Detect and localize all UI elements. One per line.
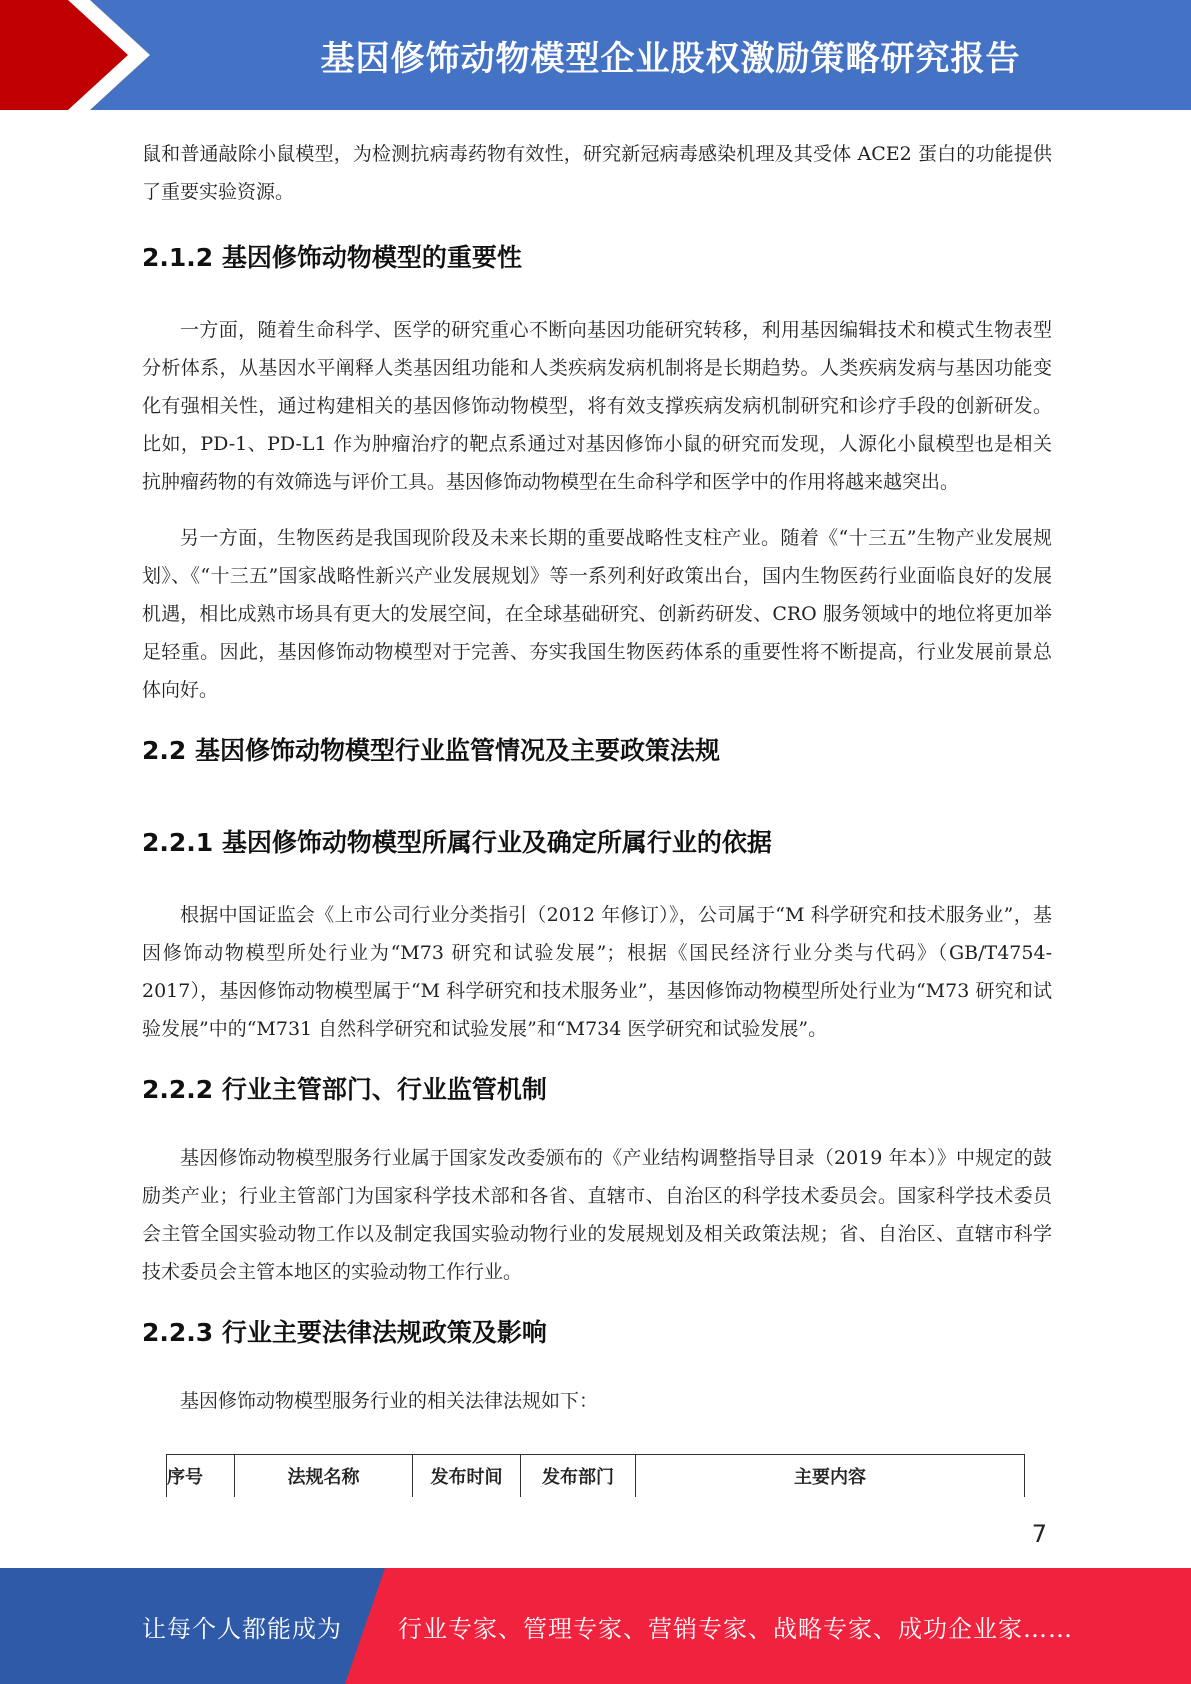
heading-2-1-2: 2.1.2 基因修饰动物模型的重要性 — [142, 243, 522, 272]
heading-2-2-1: 2.2.1 基因修饰动物模型所属行业及确定所属行业的依据 — [142, 828, 772, 857]
paragraph-regulation: 基因修饰动物模型服务行业属于国家发改委颁布的《产业结构调整指导目录（2019 年本）》中规定的鼓励类产业；行业主管部门为国家科学技术部和各省、直辖市、自治区的科学技术委员会。国家科学技术委员会主管全国实验动物工作以及制定我国实验动物行业的发展规划及相关政策法规；省、自治区、直辖市科学技术委员会主管本地区的实验动物工作行业。 — [142, 1147, 1052, 1283]
report-title: 基因修饰动物模型企业股权激励策略研究报告 — [320, 38, 1021, 79]
laws-table — [166, 1454, 1025, 1497]
heading-2-2: 2.2 基因修饰动物模型行业监管情况及主要政策法规 — [142, 736, 720, 765]
heading-2-2-2: 2.2.2 行业主管部门、行业监管机制 — [142, 1075, 547, 1104]
column-header-content: 主要内容 — [636, 1455, 1025, 1498]
paragraph-importance-2: 另一方面，生物医药是我国现阶段及未来长期的重要战略性支柱产业。随着《“十三五”生物产业发展规划》、《“十三五”国家战略性新兴产业发展规划》等一系列利好政策出台，国内生物医药行业面临良好的发展机遇，相比成熟市场具有更大的发展空间，在全球基础研究、创新药研发、CRO 服务领域中的地位将更加举足轻重。因此，基因修饰动物模型对于完善、夯实我国生物医药体系的重要性将不断提高，行业发展前景总体向好。 — [142, 527, 1052, 701]
paragraph-industry-classification: 根据中国证监会《上市公司行业分类指引（2012 年修订）》，公司属于“M 科学研究和技术服务业”，基因修饰动物模型所处行业为“M73 研究和试验发展”；根据《国民经济行业分类与代码》（GB/T4754-2017），基因修饰动物模型属于“M 科学研究和技术服务业”，基因修饰动物模型所处行业为“M73 研究和试验发展”中的“M731 自然科学研究和试验发展”和“M734 医学研究和试验发展”。 — [142, 904, 1052, 1040]
heading-2-2-3: 2.2.3 行业主要法律法规政策及影响 — [142, 1318, 547, 1347]
paragraph-importance-1: 一方面，随着生命科学、医学的研究重心不断向基因功能研究转移，利用基因编辑技术和模式生物表型分析体系，从基因水平阐释人类基因组功能和人类疾病发病机制将是长期趋势。人类疾病发病与基因功能变化有强相关性，通过构建相关的基因修饰动物模型，将有效支撑疾病发病机制研究和诊疗手段的创新研发。比如，PD-1、PD-L1 作为肿瘤治疗的靶点系通过对基因修饰小鼠的研究而发现，人源化小鼠模型也是相关抗肿瘤药物的有效筛选与评价工具。基因修饰动物模型在生命科学和医学中的作用将越来越突出。 — [142, 319, 1052, 493]
column-header-department: 发布部门 — [521, 1455, 636, 1498]
paragraph-continued: 鼠和普通敲除小鼠模型，为检测抗病毒药物有效性，研究新冠病毒感染机理及其受体 ACE2 蛋白的功能提供了重要实验资源。 — [142, 143, 1052, 203]
page-footer — [0, 1568, 1191, 1684]
column-header-law-name: 法规名称 — [235, 1455, 413, 1498]
table-header-row — [167, 1455, 1025, 1498]
paragraph-laws-intro: 基因修饰动物模型服务行业的相关法律法规如下： — [180, 1390, 599, 1412]
page-number: 7 — [1031, 1520, 1047, 1548]
page-content — [142, 135, 1052, 1420]
footer-slogan-right: 行业专家、管理专家、营销专家、战略专家、成功企业家…… — [398, 1614, 1073, 1643]
column-header-index: 序号 — [167, 1455, 235, 1498]
footer-slogan-left: 让每个人都能成为 — [142, 1614, 342, 1643]
page-header — [0, 0, 1191, 110]
column-header-date: 发布时间 — [413, 1455, 521, 1498]
